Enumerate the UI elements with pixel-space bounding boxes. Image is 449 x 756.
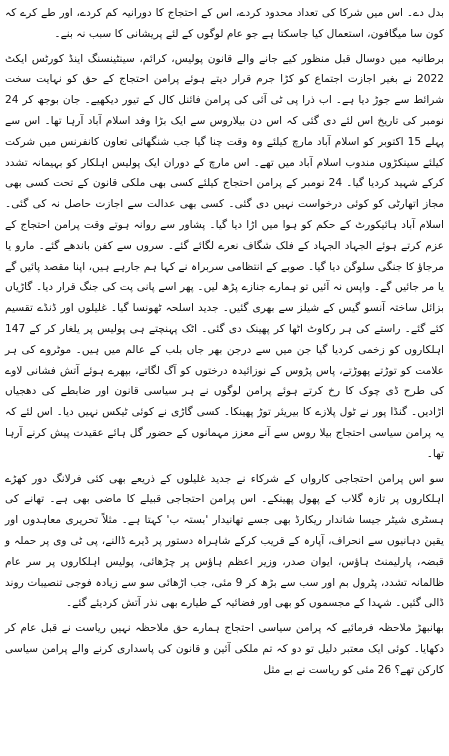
paragraph-4 xyxy=(5,618,444,680)
paragraph-1-text: بدل دے۔ اس میں شرکا کی تعداد محدود کردے، اس کے احتجاج کا دورانیہ کم کردے، اور طے کرے کہ کون سا میگافون، استعمال کیا جاسکتا ہے جو عام لوگوں کے لئے پریشانی کا سبب نہ بنے۔ xyxy=(5,7,444,40)
paragraph-3 xyxy=(5,469,444,615)
paragraph-3-text: سو اس پرامن احتجاجی کارواں کے شرکاء نے جدید غلیلوں کے ذریعے بھی کئی فرلانگ دور کھڑے اہلکاروں پر تازہ گلاب کے پھول پھینکے۔ اس پرامن احتجاجی قبیلے کا ماضی بھی ہے۔ تھانے کی ہسٹری شیٹر جیسا شاندار ریکارڈ بھی جسے تھانیدار 'بستہ ب' کہتا ہے۔ مثلاً تحریری معاہدوں اور یقین دہانیوں سے انحراف، آپارہ کے قریب کرکے شاہراہ دستور پر ڈیرے ڈالنے، پی ٹی وی پر حملہ و قبضہ، پارلیمنٹ ہاؤس، ایوان صدر، وزیر اعظم ہاؤس پر چڑھائی، پولیس اہلکاروں پر سر عام ظالمانہ تشدد، پٹرول بم اور سب سے بڑھ کر 9 مئی، جب اڑھائی سو سے زیادہ فوجی تنصیبات روند ڈالی گئیں۔ شہدا کے مجسموں کو بھی اور فضائیہ کے طیارے بھی نذر آتش کردیئے گئے۔ xyxy=(5,472,445,610)
paragraph-4-text: بھانبھڑ ملاحظہ فرمائیے کہ پرامن سیاسی احتجاج ہمارے حق ملاحظہ نہیں ریاست نے قبل عام کر دکھایا۔ کوئی ایک معتبر دلیل تو دو کہ تم ملکی آئین و قانون کی پاسداری کرنے والے پرامن سیاسی کارکن تھے؟ 26 مئی کو ریاست نے بے مثل xyxy=(5,622,444,676)
paragraph-2 xyxy=(5,49,444,465)
paragraph-2-text: برطانیہ میں دوسال قبل منظور کیے جانے والے قانون پولیس، کرائم، سینٹینسنگ اینڈ کورٹس ایکٹ 2022 نے بغیر اجازت اجتماع کو کڑا جرم قرار دیتے ہوئے پرامن احتجاج کے حق کو نہایت سخت شرائط سے جوڑ دیا ہے۔ اب ذرا پی ٹی آئی کی پرامن فائنل کال کے تیور دیکھیے۔ جان بوجھ کر 24 نومبر کی تاریخ اس لئے دی گئی کہ اس دن بیلاروس سے ایک بڑا وفد اسلام آباد آرہا تھا۔ اس سے پہلے 15 اکتوبر کو اسلام آباد مارچ کیلئے وہ وقت چنا گیا جب شنگھائی تعاون کانفرنس میں شرکت کیلئے سینکڑوں مندوب اسلام آباد میں تھے۔ اس مارچ کے دوران ایک پولیس اہلکار کو بہیمانہ تشدد کرکے شہید کردیا گیا۔ 24 نومبر کے پرامن احتجاج کیلئے کسی بھی ملکی قانون کے تحت کسی بھی مجاز اتھارٹی کو کوئی درخواست نہیں دی گئی۔ کسی بھی عدالت سے اجازت حاصل نہ کی گئی۔ اسلام آباد ہائیکورٹ کے حکم کو ہوا میں اڑا دیا گیا۔ پشاور سے روانہ ہوتے وقت پرامن احتجاج کے عزم کرتے ہوئے الجہاد الجہاد کے فلک شگاف نعرے لگائے گئے۔ سروں سے کفن باندھے گئے۔ مارو یا مرجاؤ کا جنگی سلوگن دیا گیا۔ صوبے کے انتظامی سربراہ نے کہا ہم جارہے ہیں، اپنا مقصد پائیں گے یا مر جائیں گے۔ واپس نہ آئیں تو ہمارے جنازے پڑھ لیں۔ پھر اسے پانی پت کی جنگ قرار دیا۔ گاڑیاں بزائل ساختہ آنسو گیس کے شیلز سے بھری گئیں۔ جدید اسلحہ ٹھونسا گیا۔ غلیلوں اور ڈنڈے تقسیم کئے گئے۔ راستے کی ہر رکاوٹ اٹھا کر پھینک دی گئی۔ اٹک پہنچتے ہی پولیس پر یلغار کر کے 147 اہلکاروں کو زخمی کردیا گیا جن میں سے درجن بھر جاں بلب کے عالم میں ہیں۔ موٹروے کی ہر علامت کو توڑتے پھوڑتے، پاس پڑوس کے نوزائیدہ درختوں کو آگ لگاتے، بپھرے ہوئے آتش فشانی لاوے کی طرح ڈی چوک کا رخ کرتے ہوئے پرامن لوگوں نے ہر سیاسی قانون اور ضابطے کی دھجیاں اڑادیں۔ گنڈا پور نے ٹول پلازے کا بیریئر توڑ پھینکا۔ کسی گاڑی نے کوئی ٹیکس نہیں دیا۔ اس لئے کہ یہ پرامن سیاسی احتجاج بیلا روس سے آنے معزز مہمانوں کے حضور گل ہائے عقیدت پیش کرنے آرہا تھا۔ xyxy=(5,52,444,460)
paragraph-1 xyxy=(5,3,444,45)
